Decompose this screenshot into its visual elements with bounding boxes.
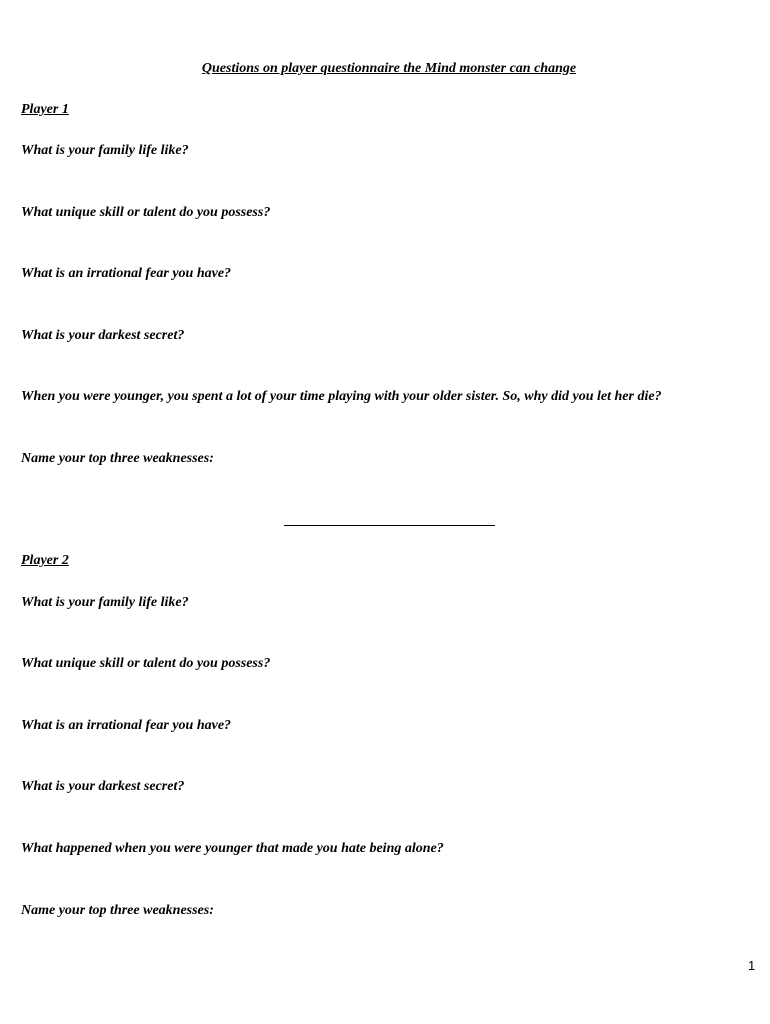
player-1-question-family: What is your family life like? — [21, 143, 189, 158]
player-1-question-sister: When you were younger, you spent a lot of your time playing with your older sister. So, why did you let her die? — [21, 389, 662, 404]
document-title: Questions on player questionnaire the Mind monster can change — [201, 61, 577, 76]
player-1-question-fear: What is an irrational fear you have? — [21, 266, 232, 281]
player-2-question-alone: What happened when you were younger that made you hate being alone? — [21, 841, 444, 856]
player-1-heading: Player 1 — [21, 102, 69, 117]
player-1-question-skill: What unique skill or talent do you possess? — [21, 205, 271, 220]
player-2-question-weaknesses: Name your top three weaknesses: — [21, 903, 214, 918]
page-number: 1 — [748, 958, 756, 973]
player-1-question-weaknesses: Name your top three weaknesses: — [21, 451, 214, 466]
player-2-question-family: What is your family life like? — [21, 595, 189, 610]
player-1-question-secret: What is your darkest secret? — [21, 328, 185, 343]
player-2-heading: Player 2 — [21, 553, 69, 568]
section-divider — [284, 525, 495, 526]
player-2-question-skill: What unique skill or talent do you possess? — [21, 656, 271, 671]
player-2-question-secret: What is your darkest secret? — [21, 779, 185, 794]
player-2-question-fear: What is an irrational fear you have? — [21, 718, 232, 733]
